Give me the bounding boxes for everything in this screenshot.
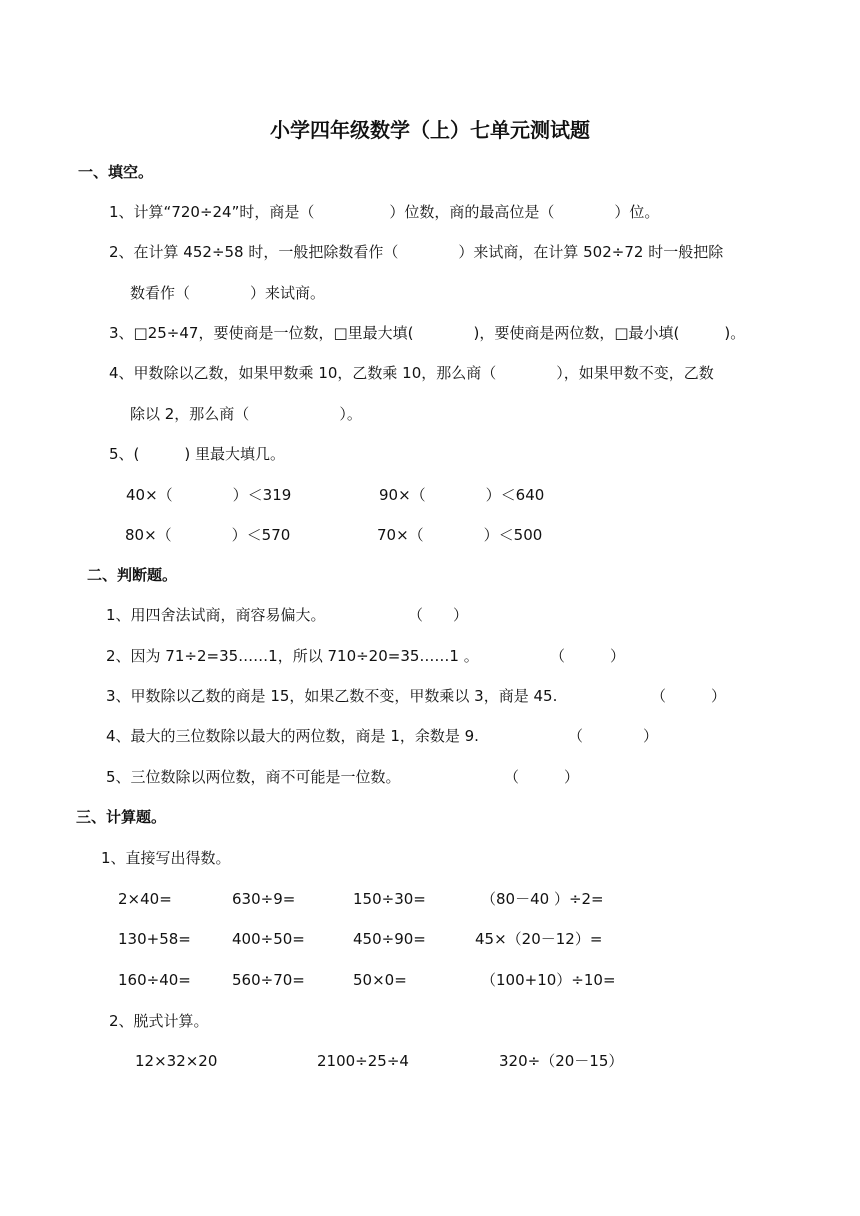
step-calc-expression: 12×32×20	[135, 1052, 218, 1070]
question-1-5: 5、( ) 里最大填几。	[109, 445, 286, 463]
subsection-direct-answer: 1、直接写出得数。	[101, 849, 231, 867]
section-heading-calculation: 三、计算题。	[76, 808, 167, 826]
calc-item: 630÷9=	[232, 890, 296, 908]
question-1-5-item: 70×（ ）＜500	[377, 526, 543, 544]
section-heading-true-false: 二、判断题。	[87, 566, 178, 584]
judgement-item: 2、因为 71÷2=35……1，所以 710÷20=35……1 。	[106, 647, 479, 665]
step-calc-expression: 320÷（20－15）	[499, 1052, 624, 1070]
step-calc-expression: 2100÷25÷4	[317, 1052, 409, 1070]
question-1-3: 3、□25÷47，要使商是一位数，□里最大填( )，要使商是两位数，□最小填( )。	[109, 324, 746, 342]
question-1-5-item: 80×（ ）＜570	[125, 526, 291, 544]
calc-item: 400÷50=	[232, 930, 305, 948]
question-1-2-line2: 数看作（ ）来试商。	[130, 284, 326, 302]
calc-item: （80－40 ）÷2=	[481, 890, 604, 908]
question-1-5-item: 90×（ ）＜640	[379, 486, 545, 504]
question-1-2-line1: 2、在计算 452÷58 时，一般把除数看作（ ）来试商，在计算 502÷72 时一般把除	[109, 243, 724, 261]
calc-item: 130+58=	[118, 930, 191, 948]
judgement-answer-bracket: （ ）	[651, 687, 727, 705]
judgement-answer-bracket: （ ）	[408, 606, 469, 624]
judgement-answer-bracket: （ ）	[550, 647, 626, 665]
question-1-1: 1、计算“720÷24”时，商是（ ）位数，商的最高位是（ ）位。	[109, 203, 660, 221]
subsection-step-by-step: 2、脱式计算。	[109, 1012, 209, 1030]
page-title: 小学四年级数学（上）七单元测试题	[270, 118, 590, 142]
section-heading-fill-in: 一、填空。	[78, 163, 154, 181]
calc-item: 160÷40=	[118, 971, 191, 989]
judgement-answer-bracket: （ ）	[504, 768, 580, 786]
judgement-item: 3、甲数除以乙数的商是 15，如果乙数不变，甲数乘以 3，商是 45.	[106, 687, 558, 705]
calc-item: 450÷90=	[353, 930, 426, 948]
judgement-item: 1、用四舍法试商，商容易偏大。	[106, 606, 326, 624]
calc-item: 45×（20－12）=	[475, 930, 603, 948]
calc-item: 150÷30=	[353, 890, 426, 908]
judgement-item: 4、最大的三位数除以最大的两位数，商是 1，余数是 9.	[106, 727, 479, 745]
judgement-answer-bracket: （ ）	[568, 727, 659, 745]
question-1-4-line2: 除以 2，那么商（ ）。	[130, 405, 362, 423]
judgement-item: 5、三位数除以两位数，商不可能是一位数。	[106, 768, 401, 786]
question-1-5-item: 40×（ ）＜319	[126, 486, 292, 504]
calc-item: 2×40=	[118, 890, 172, 908]
calc-item: 560÷70=	[232, 971, 305, 989]
question-1-4-line1: 4、甲数除以乙数，如果甲数乘 10，乙数乘 10，那么商（ ），如果甲数不变，乙数	[109, 364, 714, 382]
calc-item: （100+10）÷10=	[481, 971, 616, 989]
calc-item: 50×0=	[353, 971, 407, 989]
